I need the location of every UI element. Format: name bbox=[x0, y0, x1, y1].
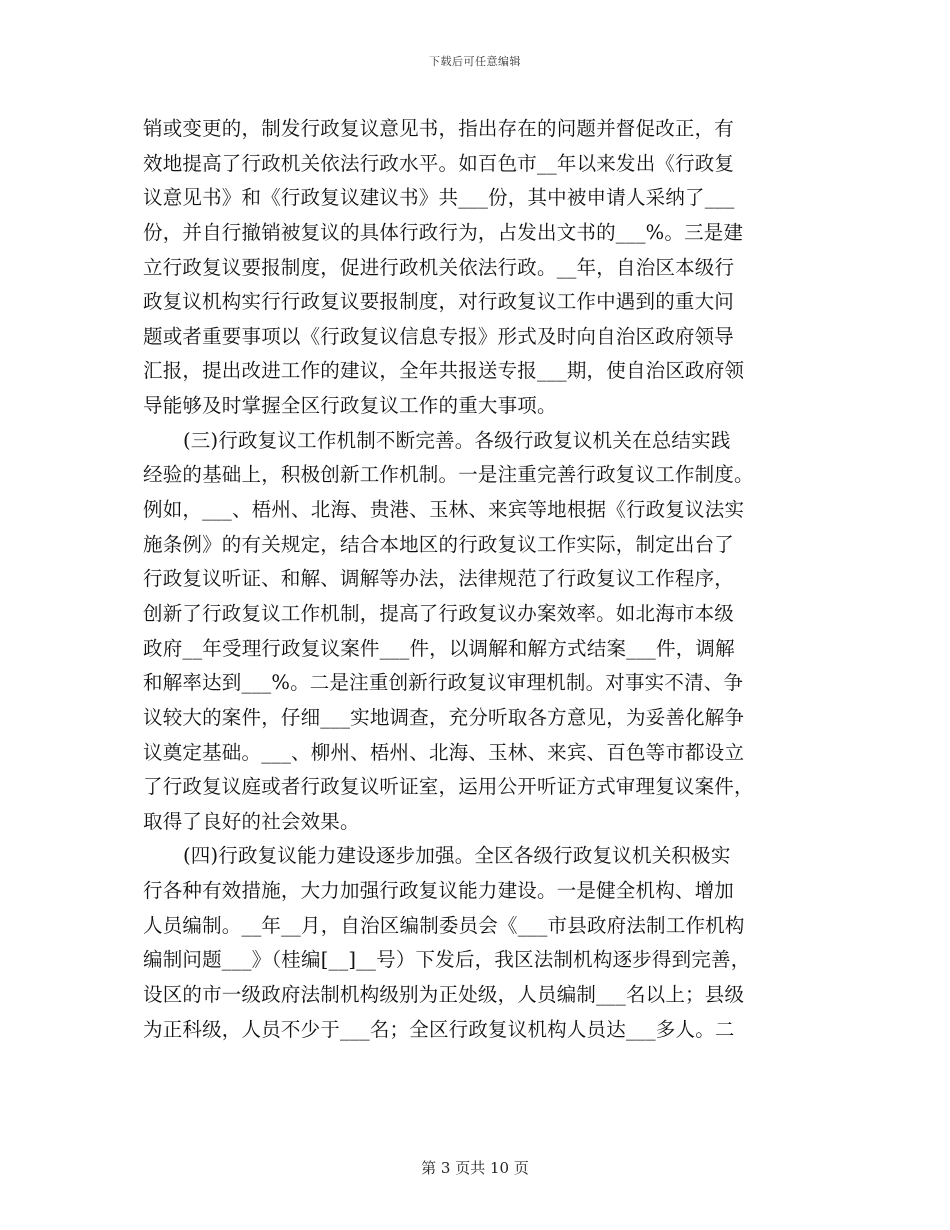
text-line: 议意见书》和《行政复议建议书》共___份，其中被申请人采纳了___ bbox=[143, 186, 735, 210]
text-line: 效地提高了行政机关依法行政水平。如百色市__年以来发出《行政复 bbox=[143, 151, 735, 175]
text-line: 题或者重要事项以《行政复议信息专报》形式及时向自治区政府领导 bbox=[143, 324, 735, 348]
text-line: 汇报，提出改进工作的建议，全年共报送专报___期，使自治区政府领 bbox=[143, 359, 745, 383]
text-line: 行政复议听证、和解、调解等办法，法律规范了行政复议工作程序， bbox=[143, 567, 735, 591]
text-line: 编制问题___》（桂编[__]__号）下发后，我区法制机构逐步得到完善， bbox=[143, 948, 751, 972]
text-line: 施条例》的有关规定，结合本地区的行政复议工作实际，制定出台了 bbox=[143, 532, 735, 556]
page-number-footer: 第 3 页共 10 页 bbox=[421, 1159, 529, 1177]
text-line: 人员编制。__年__月，自治区编制委员会《___市县政府法制工作机构 bbox=[143, 913, 745, 937]
text-line: 经验的基础上，积极创新工作机制。一是注重完善行政复议工作制度。 bbox=[143, 463, 754, 487]
document-body bbox=[143, 112, 815, 1047]
text-line: 立行政复议要报制度，促进行政机关依法行政。__年，自治区本级行 bbox=[143, 255, 735, 279]
text-line: 政府__年受理行政复议案件___件，以调解和解方式结案___件，调解 bbox=[143, 636, 735, 660]
text-line: 例如，___、梧州、北海、贵港、玉林、来宾等地根据《行政复议法实 bbox=[143, 498, 745, 522]
text-line: 导能够及时掌握全区行政复议工作的重大事项。 bbox=[143, 394, 557, 418]
section-heading-line: (四)行政复议能力建设逐步加强。全区各级行政复议机关积极实 bbox=[183, 844, 731, 868]
text-line: 为正科级，人员不少于___名；全区行政复议机构人员达___多人。二 bbox=[143, 1017, 735, 1041]
text-line: 销或变更的，制发行政复议意见书，指出存在的问题并督促改正，有 bbox=[143, 117, 735, 140]
text-line: 议奠定基础。___、柳州、梧州、北海、玉林、来宾、百色等市都设立 bbox=[143, 740, 745, 764]
text-line: 设区的市一级政府法制机构级别为正处级，人员编制___名以上；县级 bbox=[143, 983, 745, 1007]
text-line: 创新了行政复议工作机制，提高了行政复议办案效率。如北海市本级 bbox=[143, 601, 735, 625]
text-line: 份，并自行撤销被复议的具体行政行为，占发出文书的___%。三是建 bbox=[143, 220, 744, 244]
text-line: 和解率达到___%。二是注重创新行政复议审理机制。对事实不清、争 bbox=[143, 671, 744, 695]
section-heading-line: (三)行政复议工作机制不断完善。各级行政复议机关在总结实践 bbox=[183, 428, 731, 452]
page-header: 下载后可任意编辑 bbox=[429, 55, 521, 68]
text-line: 了行政复议庭或者行政复议听证室，运用公开听证方式审理复议案件， bbox=[143, 775, 754, 799]
text-line: 政复议机构实行行政复议要报制度，对行政复议工作中遇到的重大问 bbox=[143, 290, 735, 314]
text-line: 议较大的案件，仔细___实地调查，充分听取各方意见，为妥善化解争 bbox=[143, 705, 745, 729]
text-line: 取得了良好的社会效果。 bbox=[143, 809, 360, 833]
text-line: 行各种有效措施，大力加强行政复议能力建设。一是健全机构、增加 bbox=[143, 879, 735, 903]
